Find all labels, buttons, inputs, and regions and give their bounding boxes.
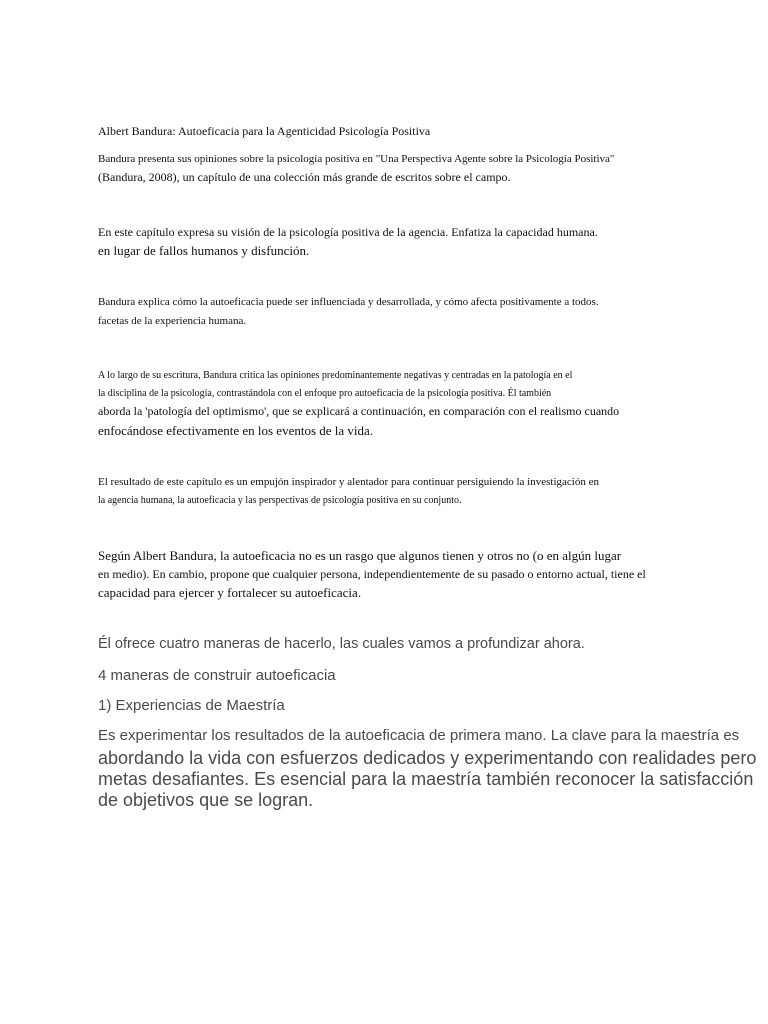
paragraph-line: enfocándose efectivamente en los eventos de la vida. [98, 423, 374, 438]
paragraph-line: facetas de la experiencia humana. [98, 315, 247, 327]
paragraph-line: abordando la vida con esfuerzos dedicados y experimentando con realidades pero [98, 748, 757, 768]
paragraph-line: en lugar de fallos humanos y disfunción. [98, 243, 310, 258]
paragraph-line: Bandura explica cómo la autoeficacia puede ser influenciada y desarrollada, y cómo afecta positivamente a todos. [98, 296, 599, 308]
paragraph-line: El resultado de este capítulo es un empujón inspirador y alentador para continuar persiguiendo la investigación en [98, 476, 599, 488]
intro-text: Él ofrece cuatro maneras de hacerlo, las cuales vamos a profundizar ahora. [98, 636, 585, 652]
section-heading: 4 maneras de construir autoeficacia [98, 667, 336, 684]
paragraph-line: la disciplina de la psicología, contrastándola con el enfoque pro autoeficacia de la psicología positiva. Él también [98, 388, 552, 399]
paragraph-line: capacidad para ejercer y fortalecer su autoeficacia. [98, 585, 362, 600]
paragraph-line: aborda la 'patología del optimismo', que se explicará a continuación, en comparación con el realismo cuando [98, 404, 620, 418]
paragraph-line: En este capítulo expresa su visión de la psicología positiva de la agencia. Enfatiza la capacidad humana. [98, 225, 598, 239]
paragraph-line: metas desafiantes. Es esencial para la maestría también reconocer la satisfacción [98, 769, 754, 789]
document-title: Albert Bandura: Autoeficacia para la Agenticidad Psicología Positiva [98, 124, 431, 138]
paragraph-line: en medio). En cambio, propone que cualquier persona, independientemente de su pasado o entorno actual, tiene el [98, 567, 646, 581]
paragraph-line: (Bandura, 2008), un capítulo de una colección más grande de escritos sobre el campo. [98, 170, 511, 184]
paragraph-line: Es experimentar los resultados de la autoeficacia de primera mano. La clave para la maestría es [98, 727, 740, 744]
paragraph-line: de objetivos que se logran. [98, 790, 314, 810]
paragraph-line: la agencia humana, la autoeficacia y las perspectivas de psicología positiva en su conjunto. [98, 495, 462, 506]
paragraph-line: A lo largo de su escritura, Bandura critica las opiniones predominantemente negativas y centradas en la patología en el [98, 370, 573, 381]
subsection-heading: 1) Experiencias de Maestría [98, 697, 285, 714]
paragraph-line: Según Albert Bandura, la autoeficacia no es un rasgo que algunos tienen y otros no (o en algún lugar [98, 548, 622, 563]
paragraph-line: Bandura presenta sus opiniones sobre la psicología positiva en "Una Perspectiva Agente sobre la Psicología Positiva" [98, 153, 615, 165]
